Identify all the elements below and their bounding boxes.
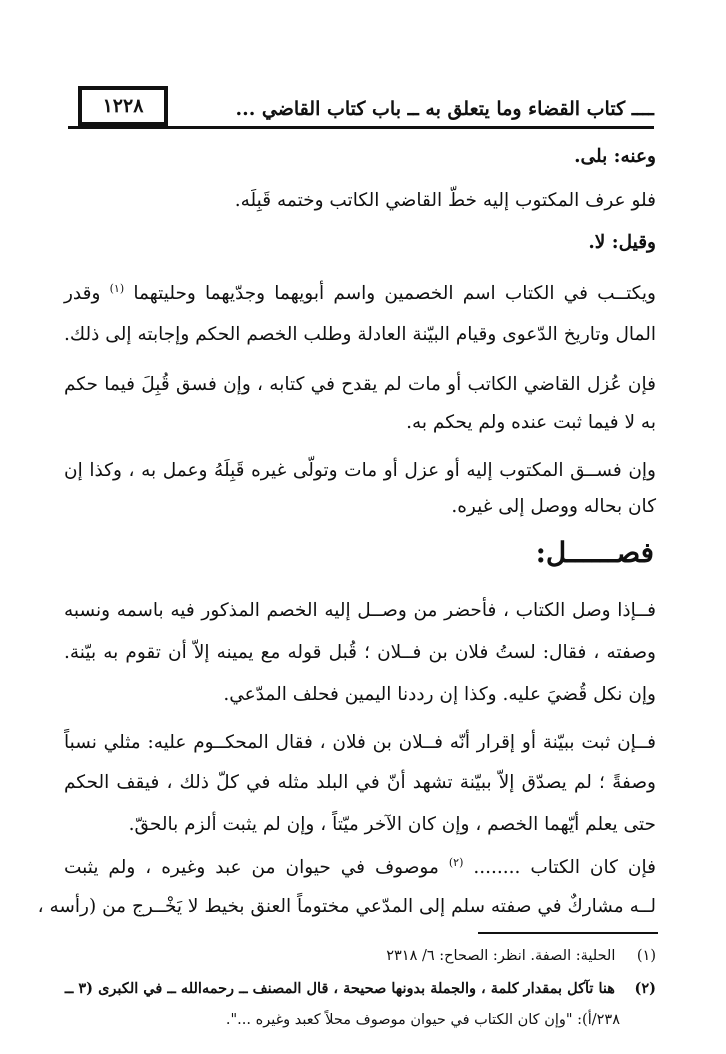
text-line-9: كان بحاله ووصل إلى غيره. bbox=[451, 496, 656, 517]
footnote-2-number: (٢) bbox=[634, 980, 656, 997]
footnote-divider bbox=[478, 932, 658, 934]
text-line-16-part-b: موصوف في حيوان من عبد وغيره ، ولم يثبت bbox=[64, 857, 439, 879]
footnote-2 bbox=[64, 980, 656, 997]
text-line-13: فــإن ثبت ببيّنة أو إقرار أنّه فــلان بن فلان ، فقال المحكــوم عليه: مثلي نسباً bbox=[64, 732, 656, 753]
text-line-14: وصفةً ؛ لم يصدّق إلاّ ببيّنة تشهد أنّ في البلد مثله في كلّ ذلك ، فيقف الحكم bbox=[64, 772, 656, 793]
text-line-3: وقيل: لا. bbox=[588, 232, 656, 253]
text-line-1-content: وعنه: بلى. bbox=[574, 146, 656, 167]
text-line-10: فــإذا وصل الكتاب ، فأحضر من وصــل إليه الخصم المذكور فيه باسمه ونسبه bbox=[64, 600, 656, 621]
page-number-box bbox=[78, 86, 168, 126]
text-line-11: وصفته ، فقال: لستُ فلان بن فــلان ؛ قُبل قوله مع يمينه إلاّ أن تقوم به بيّنة. bbox=[64, 642, 656, 663]
footnote-1 bbox=[64, 948, 656, 964]
text-line-7: به لا فيما ثبت عنده ولم يحكم به. bbox=[406, 412, 656, 433]
text-line-12: وإن نكل قُضيَ عليه. وكذا إن رددنا اليمين فحلف المدّعي. bbox=[223, 684, 656, 705]
text-line-16-part-a: فإن كان الكتاب ........ bbox=[473, 857, 656, 879]
footnote-ref-2: (٢) bbox=[448, 856, 464, 869]
footnote-1-text: الحلية: الصفة. انظر: الصحاح: ٦/ ٢٣١٨ bbox=[386, 948, 616, 964]
text-line-6: فإن عُزل القاضي الكاتب أو مات لم يقدح في كتابه ، وإن فسق قُبِلَ فيما حكم bbox=[64, 374, 656, 395]
text-line-1 bbox=[64, 146, 656, 167]
text-line-15: حتى يعلم أيّهما الخصم ، وإن كان الآخر ميّتاً ، وإن لم يثبت ألزم بالحقّ. bbox=[128, 814, 656, 835]
text-line-16 bbox=[64, 856, 656, 878]
text-line-4-part-b: وقدر bbox=[64, 283, 101, 305]
text-line-4-part-a: ويكتــب في الكتاب اسم الخصمين واسم أبويهما وجدّيهما وحليتهما bbox=[133, 283, 656, 305]
text-line-4 bbox=[64, 282, 656, 304]
footnote-1-number: (١) bbox=[636, 948, 656, 964]
text-line-17: لــه مشاركٌ في صفته سلم إلى المدّعي مختوماً العنق بخيط لا يَخْــرج من (رأسه ، bbox=[37, 896, 656, 917]
footnote-2-text: هنا تآكل بمقدار كلمة ، والجملة بدونها صحيحة ، قال المصنف ــ رحمه‌الله ــ في الكبرى (٣ ــ bbox=[64, 980, 615, 997]
running-title: ــــ كتاب القضاء وما يتعلق به ــ باب كتاب القاضي ... bbox=[235, 98, 654, 120]
page-number: ١٢٢٨ bbox=[102, 95, 144, 117]
footnote-ref-1: (١) bbox=[109, 282, 125, 295]
footnote-2-continuation: ٢٣٨/أ): "وإن كان الكتاب في حيوان موصوف محلاً كعبد وغيره ...". bbox=[225, 1012, 620, 1028]
text-line-8: وإن فســق المكتوب إليه أو عزل أو مات وتولّى غيره قَبِلَهُ وعمل به ، وكذا إن bbox=[64, 460, 656, 481]
header-divider bbox=[68, 126, 654, 129]
text-line-2: فلو عرف المكتوب إليه خطّ القاضي الكاتب وختمه قَبِلَه. bbox=[234, 190, 656, 211]
text-line-5: المال وتاريخ الدّعوى وقيام البيّنة العادلة وطلب الخصم الحكم وإجابته إلى ذلك. bbox=[64, 324, 656, 345]
section-heading: فصــــــل: bbox=[535, 536, 654, 569]
